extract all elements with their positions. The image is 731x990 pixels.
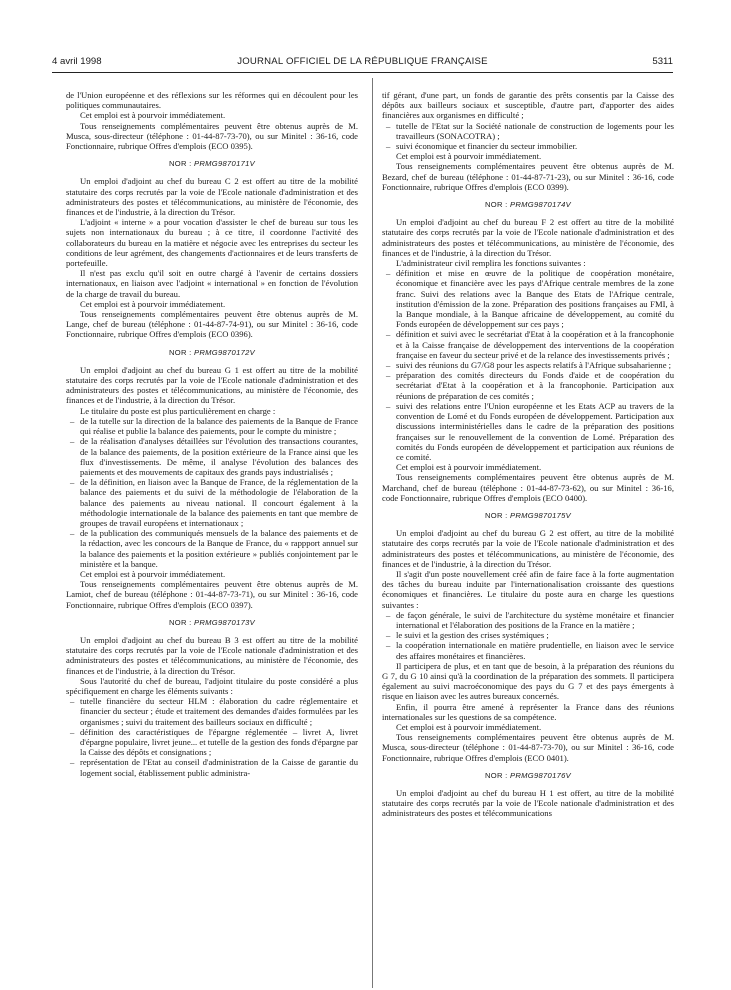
list-item: – tutelle financière du secteur HLM : élaboration du cadre réglementaire et financier du secteur ; étude et traitement des demandes d'aides formulées par les organismes ; suivi du traitement des bailleurs sociaux en difficulté ; [66,696,358,727]
paragraph: tif gérant, d'une part, un fonds de garantie des prêts consentis par la Caisse des dépôts aux bailleurs sociaux et susceptible, d'autre part, d'apporter des aides financières aux organismes en difficulté ; [382,90,674,121]
paragraph: Sous l'autorité du chef de bureau, l'adjoint titulaire du poste considéré a plus spécifiquement en charge les éléments suivants : [66,675,358,696]
nor-label: NOR : [168,159,192,169]
list-item: – de la publication des communiqués mensuels de la balance des paiements et de la rédaction, avec les concours de la Banque de France, du « rappport annuel sur la balance des paiements et la position extérieure » publiés conjointement par le ministère et la banque. [66,528,358,569]
nor-label: NOR : [484,510,508,520]
nor-label: NOR : [168,617,192,627]
paragraph: Un emploi d'adjoint au chef du bureau H 1 est offert, au titre de la mobilité statutaire des corps recrutés par la voie de l'Ecole nationale d'administration et des administrateurs des postes et télécommunications [382,788,674,819]
nor-reference [66,348,358,358]
paragraph: Un emploi d'adjoint au chef du bureau G 2 est offert, au titre de la mobilité statutaire des corps recrutés par la voie de l'Ecole nationale d'administration et des administrateurs des postes et télécommunications, au ministère de l'économie, des finances et de l'industrie, à la direction du Trésor. [382,528,674,569]
paragraph: Cet emploi est à pourvoir immédiatement. [396,721,542,732]
paragraph: Tous renseignements complémentaires peuvent être obtenus auprès de M. Lamiot, chef de bureau (téléphone : 01-44-87-73-71), ou sur Minitel : 36-16, code Fonctionnaire, rubrique Offres d'emplois (ECO 0397). [66,579,358,610]
nor-reference [66,159,358,169]
paragraph: Un emploi d'adjoint au chef du bureau C 2 est offert au titre de la mobilité statutaire des corps recrutés par la voie de l'Ecole nationale d'administration et des administrateurs des postes et télécommunications, au ministère de l'économie, des finances et de l'industrie, à la direction du Trésor. [66,176,358,218]
journal-title: JOURNAL OFFICIEL DE LA RÉPUBLIQUE FRANÇAISE [237,56,488,67]
page-number: 5311 [652,56,673,67]
paragraph: Le titulaire du poste est plus particulièrement en charge : [80,405,276,416]
paragraph: Enfin, il pourra être amené à représenter la France dans des réunions internationales sur les questions de sa compétence. [382,701,674,722]
nor-label: NOR : [484,200,508,210]
paragraph: L'administrateur civil remplira les fonctions suivantes : [396,258,586,269]
paragraph: Cet emploi est à pourvoir immédiatement. [80,110,226,121]
nor-reference [382,771,674,781]
list-item: – le suivi et la gestion des crises systémiques ; [382,630,674,640]
list-item: – préparation des comités directeurs du Fonds d'aide et de coopération du secrétariat d'Etat à la coopération et à la francophonie. Participation aux réunions de préparation de ces comités ; [382,370,674,401]
nor-reference [382,511,674,521]
paragraph: Il n'est pas exclu qu'il soit en outre chargé à l'avenir de certains dossiers internationaux, en liaison avec l'adjoint « international » en fonction de l'évolution de la charge de travail du bureau. [66,268,358,299]
paragraph: Tous renseignements complémentaires peuvent être obtenus auprès de M. Musca, sous-directeur (téléphone : 01-44-87-73-70), ou sur Minitel : 36-16, code Fonctionnaire, rubrique Offres d'emplois (ECO 0401). [382,732,674,763]
paragraph: Tous renseignements complémentaires peuvent être obtenus auprès de M. Lange, chef de bureau (téléphone : 01-44-87-74-91), ou sur Minitel : 36-16, code Fonctionnaire, rubrique Offres d'emplois (ECO 0396). [66,309,358,340]
paragraph: L'adjoint « interne » a pour vocation d'assister le chef de bureau sur tous les sujets non internationaux du bureau ; à ce titre, il coordonne l'activité des collaborateurs du bureau en la matière et négocie avec les entreprises du secteur les conditions de leur agrément, des changements d'actionnaires et de leurs transferts de portefeuille. [66,217,358,269]
list-item: – tutelle de l'Etat sur la Société nationale de construction de logements pour les travailleurs (SONACOTRA) ; [382,121,674,141]
paragraph: Cet emploi est à pourvoir immédiatement. [396,151,542,162]
list-item: – définition des caractéristiques de l'épargne réglementée – livret A, livret d'épargne populaire, livret jeune... et tutelle de la gestion des fonds d'épargne par la Caisse des dépôts et consignations ; [66,727,358,758]
list-item: – suivi des relations entre l'Union européenne et les Etats ACP au travers de la convention de Lomé et du Fonds européen de développement. Participation aux discussions interministérielles dans le cadre de la préparation des positions françaises sur le renouvellement de la convention de Lomé. Préparation des comités du Fonds européen de développement et participation aux réunions de ce comité. [382,401,674,462]
nor-code: PRMG9870173V [194,617,256,627]
nor-label: NOR : [484,770,508,780]
column-divider [372,78,373,988]
list-item: – la coopération internationale en matière prudentielle, en liaison avec le service des affaires monétaires et financières. [382,640,674,660]
left-column [66,90,358,980]
nor-code: PRMG9870171V [194,159,256,169]
paragraph: Tous renseignements complémentaires peuvent être obtenus auprès de M. Bezard, chef de bureau (téléphone : 01-44-87-71-23), ou sur Minitel : 36-16, code Fonctionnaire, rubrique Offres d'emplois (ECO 0399). [382,161,674,192]
paragraph: Cet emploi est à pourvoir immédiatement. [396,462,542,473]
paragraph: Tous renseignements complémentaires peuvent être obtenus auprès de M. Musca, sous-directeur (téléphone : 01-44-87-73-70), ou sur Minitel : 36-16, code Fonctionnaire, rubrique Offres d'emplois (ECO 0395). [66,120,358,152]
issue-date: 4 avril 1998 [52,56,102,67]
list-item: – suivi des réunions du G7/G8 pour les aspects relatifs à l'Afrique subsaharienne ; [382,360,674,370]
list-item: – suivi économique et financier du secteur immobilier. [382,141,674,151]
paragraph: Tous renseignements complémentaires peuvent être obtenus auprès de M. Marchand, chef de bureau (téléphone : 01-44-87-73-62), ou sur Minitel : 36-16, code Fonctionnaire, rubrique Offres d'emplois (ECO 0400). [382,472,674,503]
nor-label: NOR : [168,347,192,357]
list-item: – définition et suivi avec le secrétariat d'Etat à la coopération et à la francophonie et à la Caisse française de développement des interventions de la coopération française en faveur du secteur privé et de la relance des investissements privés ; [382,329,674,360]
header-rule [52,72,673,73]
paragraph: Cet emploi est à pourvoir immédiatement. [80,298,226,309]
nor-code: PRMG9870175V [510,510,572,520]
list-item: – de la réalisation d'analyses détaillées sur l'évolution des transactions courantes, de la balance des paiements, de la position extérieure de la France ainsi que les flux d'investissements. De même, il analyse l'évolution des balances des paiements et des mouvements de capitaux des grands pays industrialisés ; [66,436,358,477]
paragraph: Un emploi d'adjoint au chef du bureau F 2 est offert au titre de la mobilité statutaire des corps recrutés par la voie de l'Ecole nationale d'administration et des administrateurs des postes et télécommunications, au ministère de l'économie, des finances et de l'industrie, à la direction du Trésor. [382,217,674,258]
list-item: – de la tutelle sur la direction de la balance des paiements de la Banque de France qui réalise et publie la balance des paiements, pour le compte du ministre ; [66,416,358,436]
list-item: – de façon générale, le suivi de l'architecture du système monétaire et financier international et l'élaboration des positions de la France en la matière ; [382,610,674,630]
nor-reference [66,618,358,628]
nor-code: PRMG9870174V [510,200,572,210]
nor-reference [382,200,674,210]
list-item: – définition et mise en œuvre de la politique de coopération monétaire, économique et financière avec les pays d'Afrique centrale membres de la zone franc. Suivi des relations avec la Banque des Etats de l'Afrique centrale, institution d'émission de la zone. Préparation des positions françaises au FMI, à la Banque mondiale, à la Banque africaine de développement, au comité du Fonds européen de développement sur ces pays ; [382,268,674,329]
paragraph: Un emploi d'adjoint au chef du bureau B 3 est offert au titre de la mobilité statutaire des corps recrutés par la voie de l'Ecole nationale d'administration et des administrateurs des postes et télécommunications, au ministère de l'économie, des finances et de l'industrie, à la direction du Trésor. [66,634,358,676]
nor-code: PRMG9870176V [510,770,572,780]
list-item: – de la définition, en liaison avec la Banque de France, de la réglementation de la balance des paiements et du suivi de la méthodologie de l'élaboration de la balance des paiements au niveau national. Il concourt également à la méthodologie internationale de la balance des paiements en tant que membre de groupes de travail européens et internationaux ; [66,477,358,528]
paragraph: Il participera de plus, et en tant que de besoin, à la préparation des réunions du G 7, du G 10 ainsi qu'à la coordination de la préparation des sommets. Il participera également au suivi macroéconomique des pays du G 7 et des pays émergents à risque en liaison avec les autres bureaux concernés. [382,660,674,702]
list-item: – représentation de l'Etat au conseil d'administration de la Caisse de garantie du logement social, établissement public administra- [66,757,358,777]
page-header [52,52,673,68]
right-column [382,90,674,980]
paragraph: de l'Union européenne et des réflexions sur les réformes qui en découlent pour les politiques communautaires. [66,90,358,111]
nor-code: PRMG9870172V [194,347,256,357]
paragraph: Un emploi d'adjoint au chef du bureau G 1 est offert au titre de la mobilité statutaire des corps recrutés par la voie de l'Ecole nationale d'administration et des administrateurs des postes et télécommunications, au ministère de l'économie, des finances et de l'industrie, à la direction du Trésor. [66,364,358,406]
paragraph: Cet emploi est à pourvoir immédiatement. [80,568,226,579]
paragraph: Il s'agit d'un poste nouvellement créé afin de faire face à la forte augmentation des tâches du bureau induite par l'internationalisation croissante des questions économiques et financières. Le titulaire du poste aura en charge les questions suivantes : [382,568,674,610]
